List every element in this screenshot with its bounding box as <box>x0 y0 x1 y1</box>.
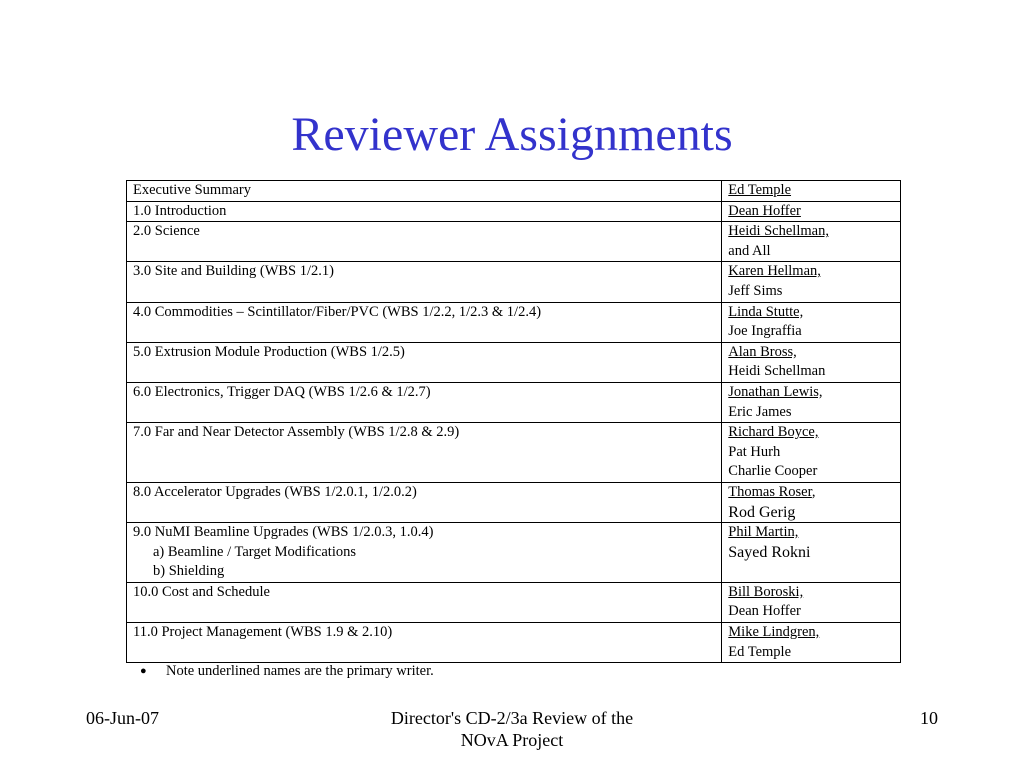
footer-title-line-1: Director's CD-2/3a Review of the <box>390 708 634 728</box>
footer-date: 06-Jun-07 <box>86 708 159 728</box>
primary-writer-name: Mike Lindgren, <box>728 624 820 641</box>
table-row <box>127 302 901 342</box>
reviewer-cell <box>722 181 901 202</box>
reviewer-line-primary <box>728 423 900 443</box>
table-row <box>127 342 901 382</box>
reviewer-cell <box>722 582 901 622</box>
reviewer-line-primary <box>728 583 900 603</box>
reviewer-line <box>728 602 900 622</box>
section-cell <box>127 302 722 342</box>
reviewer-line <box>728 643 900 663</box>
section-label: 2.0 Science <box>133 223 200 240</box>
reviewer-name: Ed Temple <box>728 643 792 660</box>
reviewer-name: Rod Gerig <box>728 503 796 521</box>
reviewer-name: Heidi Schellman <box>728 363 826 380</box>
section-cell <box>127 222 722 262</box>
table-row <box>127 382 901 422</box>
reviewer-name: Pat Hurh <box>728 443 781 460</box>
section-cell <box>127 423 722 483</box>
section-label: 1.0 Introduction <box>133 202 227 219</box>
section-label: 3.0 Site and Building (WBS 1/2.1) <box>133 263 334 280</box>
section-cell <box>127 181 722 202</box>
reviewer-cell <box>722 523 901 583</box>
primary-writer-name: Richard Boyce, <box>728 424 819 441</box>
table-row <box>127 623 901 663</box>
reviewer-line-primary <box>728 262 900 282</box>
section-cell <box>127 382 722 422</box>
primary-writer-name: Bill Boroski, <box>728 583 804 600</box>
primary-writer-name: Thomas Roser <box>728 483 812 500</box>
reviewer-cell <box>722 482 901 522</box>
reviewer-line <box>728 443 900 463</box>
section-label: 4.0 Commodities – Scintillator/Fiber/PVC (WBS 1/2.2, 1/2.3 & 1/2.4) <box>133 303 542 320</box>
section-label: Executive Summary <box>133 182 251 198</box>
reviewer-line-primary <box>728 222 900 242</box>
reviewer-cell <box>722 382 901 422</box>
table-body <box>127 181 901 663</box>
section-cell <box>127 262 722 302</box>
section-subitem: a) Beamline / Target Modifications <box>153 543 357 560</box>
reviewer-line-primary <box>728 383 900 403</box>
primary-writer-name: Ed Temple <box>728 182 792 198</box>
reviewer-line <box>728 462 900 482</box>
reviewer-name: Joe Ingraffia <box>728 323 802 340</box>
reviewer-name: Sayed Rokni <box>728 543 811 561</box>
table-row <box>127 482 901 522</box>
reviewer-cell <box>722 623 901 663</box>
section-label: 5.0 Extrusion Module Production (WBS 1/2.5) <box>133 343 405 360</box>
section-cell <box>127 201 722 222</box>
section-label: 7.0 Far and Near Detector Assembly (WBS 1/2.8 & 2.9) <box>133 424 460 441</box>
page-number: 10 <box>920 708 938 728</box>
reviewer-line-primary <box>728 623 900 643</box>
reviewer-line <box>728 503 900 523</box>
section-label: 11.0 Project Management (WBS 1.9 & 2.10) <box>133 624 393 641</box>
reviewer-line <box>728 242 900 262</box>
reviewer-line <box>728 543 900 563</box>
table-row <box>127 201 901 222</box>
section-label: 10.0 Cost and Schedule <box>133 583 270 600</box>
reviewer-name: Charlie Cooper <box>728 463 818 480</box>
reviewer-line-primary <box>728 303 900 323</box>
table-row <box>127 262 901 302</box>
section-label: 6.0 Electronics, Trigger DAQ (WBS 1/2.6 & 1/2.7) <box>133 383 431 400</box>
reviewer-name: Eric James <box>728 403 792 420</box>
table-row <box>127 181 901 202</box>
table-row <box>127 423 901 483</box>
table-row <box>127 222 901 262</box>
reviewer-cell <box>722 423 901 483</box>
reviewer-line <box>728 282 900 302</box>
section-subitem: b) Shielding <box>153 563 225 580</box>
table-row <box>127 582 901 622</box>
primary-writer-name: Dean Hoffer <box>728 202 801 219</box>
reviewer-line-primary <box>728 202 900 222</box>
reviewer-assignments-table <box>126 180 901 663</box>
primary-writer-name: Linda Stutte, <box>728 303 804 320</box>
reviewer-line-primary <box>728 181 900 201</box>
footnote <box>140 661 434 681</box>
primary-writer-name: Heidi Schellman, <box>728 223 829 240</box>
bullet-icon: ● <box>140 665 147 677</box>
footnote-text: Note underlined names are the primary writer. <box>166 663 434 679</box>
reviewer-name: and All <box>728 242 771 259</box>
reviewer-cell <box>722 262 901 302</box>
reviewer-cell <box>722 302 901 342</box>
reviewer-cell <box>722 342 901 382</box>
footer-title-line-2: NOvA Project <box>460 730 564 750</box>
reviewer-line-primary <box>728 523 900 543</box>
reviewer-cell <box>722 222 901 262</box>
section-cell <box>127 523 722 583</box>
reviewer-name: Jeff Sims <box>728 282 783 299</box>
table-row <box>127 523 901 583</box>
reviewer-cell <box>722 201 901 222</box>
primary-writer-name: Phil Martin, <box>728 524 799 541</box>
section-label: 9.0 NuMI Beamline Upgrades (WBS 1/2.0.3, 1.0.4) <box>133 524 434 541</box>
primary-writer-name: Karen Hellman, <box>728 263 821 280</box>
section-cell <box>127 342 722 382</box>
section-label: 8.0 Accelerator Upgrades (WBS 1/2.0.1, 1/2.0.2) <box>133 483 417 500</box>
reviewer-line <box>728 403 900 423</box>
reviewer-line-primary <box>728 483 900 503</box>
primary-writer-name: Alan Bross, <box>728 343 797 360</box>
section-cell <box>127 482 722 522</box>
primary-writer-name: Jonathan Lewis, <box>728 383 823 400</box>
reviewer-line <box>728 322 900 342</box>
name-suffix: , <box>811 483 816 500</box>
section-cell <box>127 582 722 622</box>
footer-title <box>362 707 662 751</box>
reviewer-line <box>728 362 900 382</box>
reviewer-line-primary <box>728 343 900 363</box>
reviewer-name: Dean Hoffer <box>728 603 801 620</box>
section-cell <box>127 623 722 663</box>
slide-title: Reviewer Assignments <box>291 108 733 161</box>
